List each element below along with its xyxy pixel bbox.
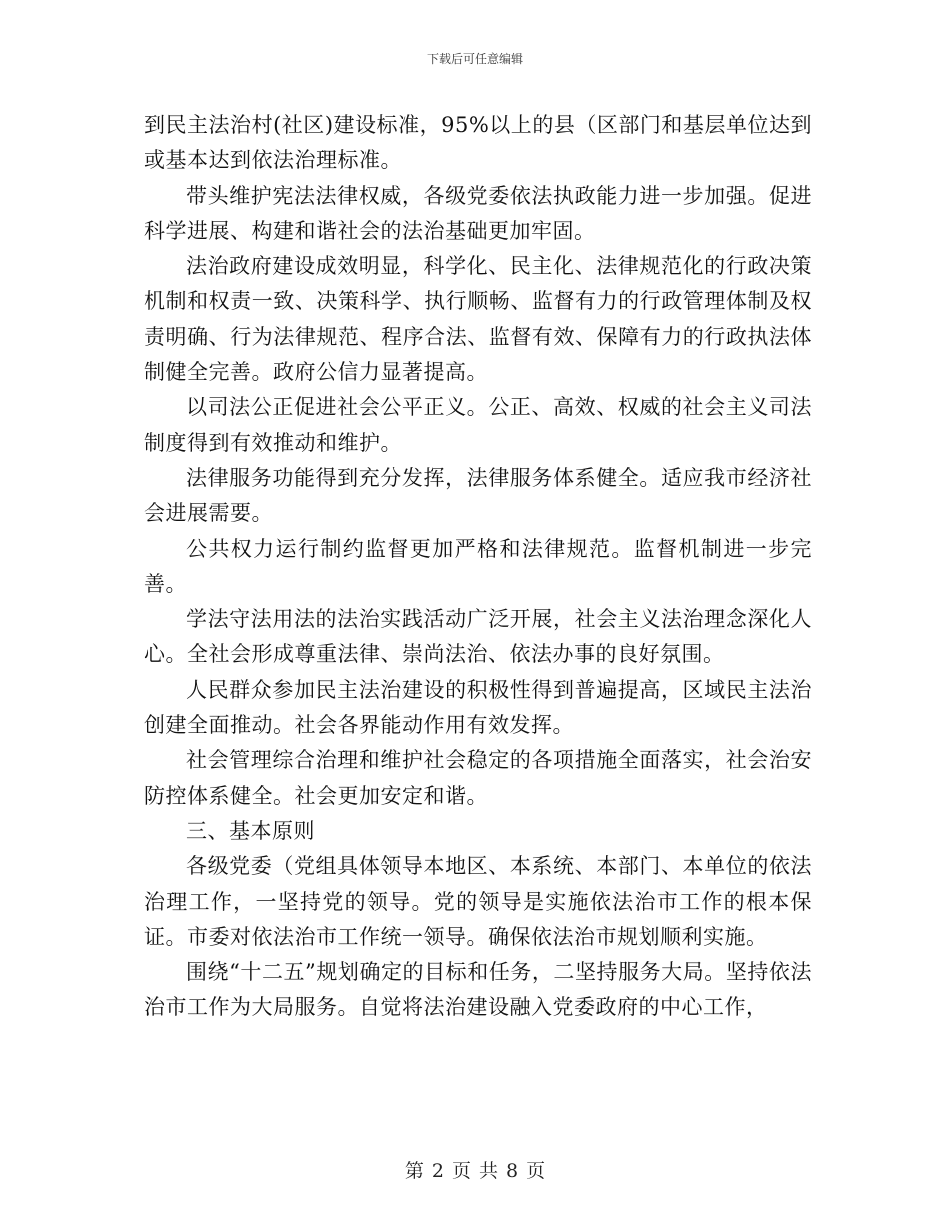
paragraph: 人民群众参加民主法治建设的积极性得到普遍提高，区域民主法治创建全面推动。社会各界能动作用有效发挥。 [144, 677, 812, 738]
paragraph: 以司法公正促进社会公平正义。公正、高效、权威的社会主义司法制度得到有效推动和维护。 [144, 395, 812, 455]
paragraph-continued: 到民主法治村(社区)建设标准，95%以上的县（区部门和基层单位达到或基本达到依法治理标准。 [144, 113, 812, 173]
paragraph: 法治政府建设成效明显，科学化、民主化、法律规范化的行政决策机制和权责一致、决策科学、执行顺畅、监督有力的行政管理体制及权责明确、行为法律规范、程序合法、监督有效、保障有力的行政执法体制健全完善。政府公信力显著提高。 [144, 254, 812, 385]
paragraph: 学法守法用法的法治实践活动广泛开展，社会主义法治理念深化人心。全社会形成尊重法律、崇尚法治、依法办事的良好氛围。 [144, 607, 812, 667]
page-header: 下载后可任意编辑 [426, 52, 523, 66]
paragraph: 法律服务功能得到充分发挥，法律服务体系健全。适应我市经济社会进展需要。 [144, 465, 812, 526]
document-body [144, 108, 812, 1026]
section-heading: 三、基本原则 [186, 818, 315, 843]
paragraph: 围绕“十二五”规划确定的目标和任务，二坚持服务大局。坚持依法治市工作为大局服务。自觉将法治建设融入党委政府的中心工作， [144, 960, 812, 1020]
paragraph: 公共权力运行制约监督更加严格和法律规范。监督机制进一步完善。 [144, 536, 812, 596]
paragraph: 各级党委（党组具体领导本地区、本系统、本部门、本单位的依法治理工作，一坚持党的领导。党的领导是实施依法治市工作的根本保证。市委对依法治市工作统一领导。确保依法治市规划顺利实施。 [144, 854, 812, 949]
page-number: 第 2 页 共 8 页 [404, 1160, 546, 1182]
paragraph: 社会管理综合治理和维护社会稳定的各项措施全面落实，社会治安防控体系健全。社会更加安定和谐。 [144, 748, 812, 808]
paragraph: 带头维护宪法法律权威，各级党委依法执政能力进一步加强。促进科学进展、构建和谐社会的法治基础更加牢固。 [144, 183, 812, 243]
